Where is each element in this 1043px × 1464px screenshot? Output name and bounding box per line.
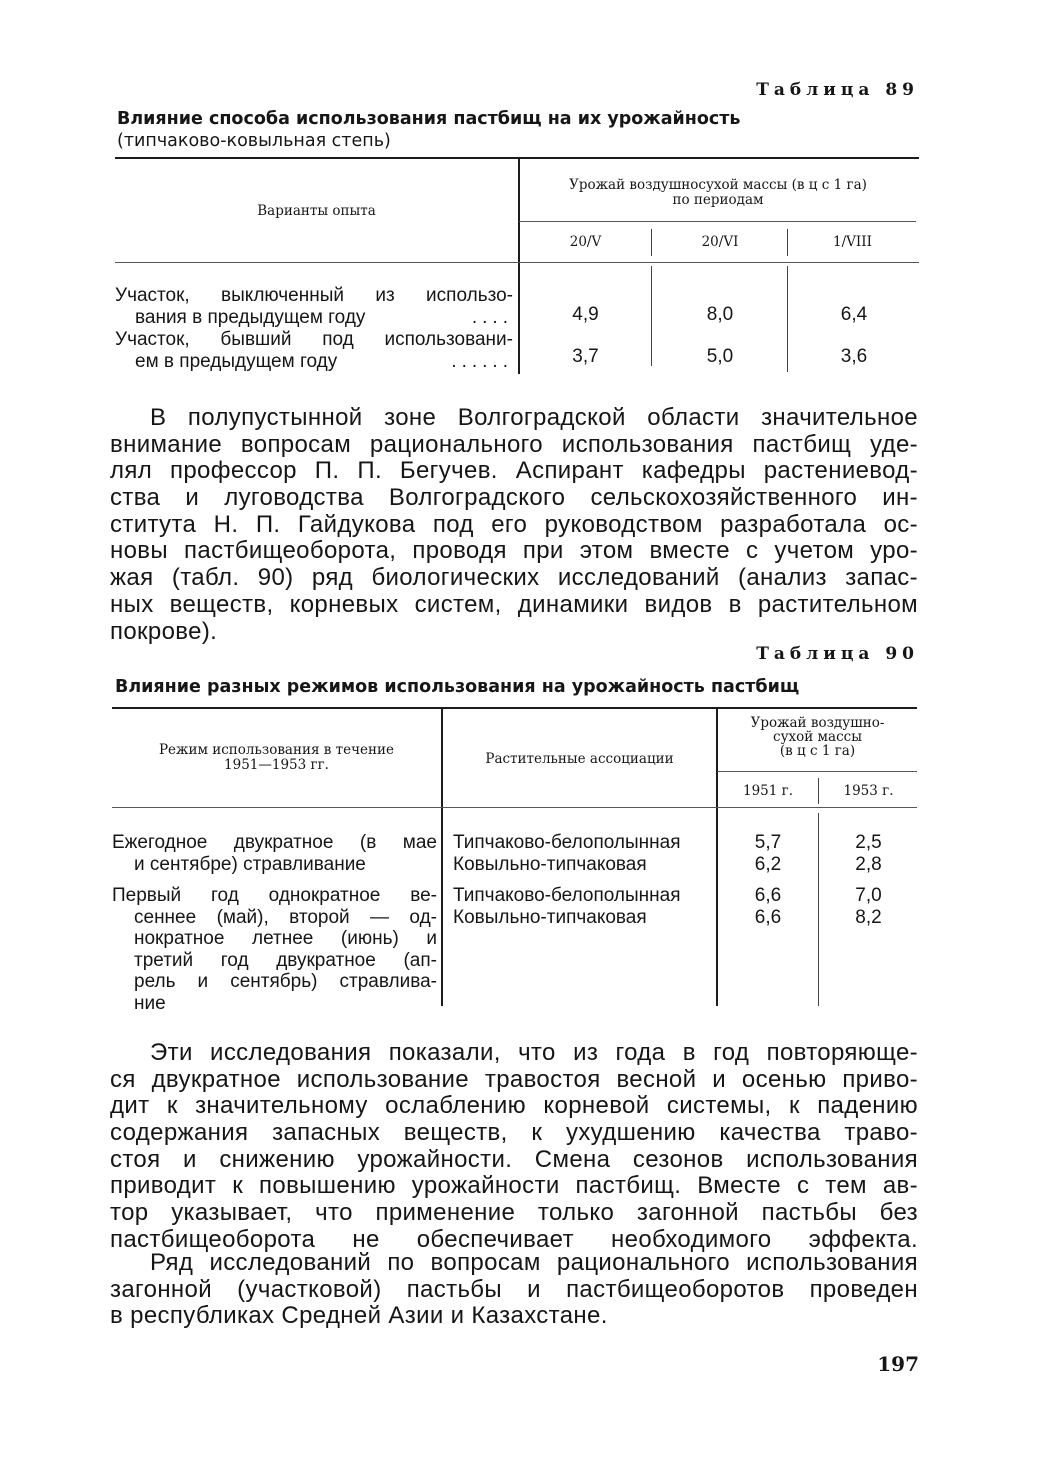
table-90-row-1-1953 — [820, 832, 917, 876]
paragraph-1-line: покрове). — [110, 617, 218, 645]
table-90-row-2-assoc — [453, 885, 715, 929]
paragraph-1-line: ства и луговодства Волгоградского сельскохозяйственного ин- — [110, 484, 918, 512]
table-90-top-rule — [112, 707, 917, 709]
table-90-row-2-1953-value: 7,0 — [855, 885, 882, 906]
paragraph-2-line: приводит к повышению урожайности пастбищ. Вместе с тем ав- — [110, 1172, 918, 1200]
paragraph-1-line: жая (табл. 90) ряд биологических исследований (анализ запас- — [110, 564, 918, 592]
paragraph-3 — [110, 1250, 918, 1330]
table-89-row-1-v3: 6,4 — [840, 304, 868, 325]
table-90-row-1-assoc-line: Ковыльно-типчаковая — [453, 854, 647, 875]
table-89-yield-header — [520, 178, 916, 208]
paragraph-3-line: в республиках Средней Азии и Казахстане. — [110, 1302, 608, 1330]
paragraph-2-line: Эти исследования показали, что из года в год повторяюще- — [150, 1039, 918, 1066]
table-90-row-1-1951-value: 5,7 — [754, 832, 782, 853]
table-89-row-1-leader: .... — [471, 307, 513, 328]
table-89-row-1-line2-text: вания в предыдущем году — [135, 307, 366, 328]
table-90-row-2-1953-value: 8,2 — [855, 907, 882, 928]
table-89-row-2-line2 — [115, 351, 513, 373]
table-90-row-2-1951 — [718, 885, 818, 929]
paragraph-1-line: В полупустынной зоне Волгоградской области значительное — [150, 404, 918, 431]
table-90-body-sep — [818, 813, 819, 1006]
table-90-row-2-mode-line: рель и сентябрь) стравлива- — [134, 971, 437, 992]
table-89-row-2-v3: 3,6 — [840, 346, 868, 367]
paragraph-1-line: ных веществ, корневых систем, динамики видов в растительном — [110, 590, 918, 618]
table-90-year-1951: 1951 г. — [742, 783, 793, 799]
paragraph-3-line: загонной (участковой) пастьбы и пастбищеоборотов проведен — [110, 1275, 918, 1303]
table-90-row-2-mode-line: третий год двукратное (ап- — [134, 949, 437, 971]
table-90-yield-header-line3: (в ц с 1 га) — [779, 743, 856, 759]
table-89-row-2-leader: ...... — [451, 351, 513, 372]
table-89-row-1-line2 — [115, 307, 513, 329]
table-90-header-rule — [112, 807, 917, 808]
table-89-row-1-label — [115, 285, 513, 329]
table-90-row-1-1951-value: 6,2 — [754, 854, 782, 875]
table-90-year-1953: 1953 г. — [843, 783, 894, 799]
table-90-yield-header-line2: сухой массы — [773, 729, 862, 745]
paragraph-2-line: дит к значительному ослаблению корневой системы, к падению — [110, 1092, 918, 1120]
table-89-hdr-sep-1 — [651, 229, 652, 256]
table-89-title: Влияние способа использования пастбищ на их урожайность — [117, 109, 741, 129]
table-90-title: Влияние разных режимов использования на урожайность пастбищ — [115, 677, 800, 697]
table-90-row-1-mode-line: и сентябре) стравливание — [134, 854, 366, 875]
table-90-row-1-mode-line: Ежегодное двукратное (в мае — [112, 832, 437, 853]
table-90-row-1-mode — [112, 832, 437, 876]
table-90-yield-header — [718, 716, 917, 758]
paragraph-2-line: пастбищеоборота не обеспечивает необходимого эффекта. — [110, 1225, 918, 1253]
table-89-header-rule — [115, 262, 919, 263]
table-89-top-rule — [115, 157, 919, 159]
paragraph-1-line: внимание вопросам рационального использования пастбищ уде- — [110, 430, 918, 458]
table-90-row-1-1951 — [718, 832, 818, 876]
table-90-row-1-assoc — [453, 832, 715, 876]
table-90-mode-header-line2: 1951—1953 гг. — [224, 757, 329, 773]
paragraph-1-line: лял профессор П. П. Бегучев. Аспирант кафедры растениевод- — [110, 457, 918, 485]
table-90-row-2-mode-line: Первый год однократное ве- — [112, 885, 437, 906]
table-89-body-sep-2 — [787, 266, 788, 372]
paragraph-3-line: Ряд исследований по вопросам рационального использования — [150, 1249, 918, 1276]
table-89-subtitle: (типчаково-ковыльная степь) — [117, 131, 391, 151]
table-89-period-2: 20/VI — [701, 234, 739, 250]
table-89-body-sep-1 — [651, 266, 652, 366]
table-90-hdr-sep — [818, 778, 819, 804]
table-89-hdr-sep-2 — [787, 229, 788, 256]
paragraph-1-line: ститута Н. П. Гайдукова под его руководством разработала ос- — [110, 510, 918, 538]
table-89-row-1-v2: 8,0 — [706, 304, 734, 325]
table-89-row-1-line1: Участок, выключенный из использо- — [115, 285, 513, 306]
paragraph-2-line: ся двукратное использование травостоя весной и осенью приво- — [110, 1065, 918, 1093]
table-90-assoc-header: Растительные ассоциации — [485, 751, 674, 767]
paragraph-1 — [110, 405, 918, 645]
table-90-mode-header — [112, 743, 441, 773]
table-90-row-1-1953-value: 2,8 — [855, 854, 882, 875]
table-90-row-2-assoc-line: Типчаково-белополынная — [453, 885, 681, 906]
table-89-label: Таблица 89 — [756, 80, 919, 100]
paragraph-2-line: содержания запасных веществ, к ухудшению качества траво- — [110, 1119, 918, 1147]
table-90-row-2-1951-value: 6,6 — [754, 885, 782, 906]
paragraph-2 — [110, 1040, 918, 1254]
table-89-row-2-line2-text: ем в предыдущем году — [135, 351, 338, 372]
table-89-row-2-line1: Участок, бывший под использовани- — [115, 329, 513, 350]
table-90-row-2-assoc-line: Ковыльно-типчаковая — [453, 907, 647, 928]
table-90-label: Таблица 90 — [756, 644, 919, 664]
table-89-caption — [117, 108, 740, 152]
table-90-year-rule — [717, 771, 917, 772]
table-89-period-1: 20/V — [569, 234, 602, 250]
table-89-row-2-v1: 3,7 — [572, 346, 599, 367]
table-90-mode-header-line1: Режим использования в течение — [158, 742, 395, 758]
table-89-period-3: 1/VIII — [833, 234, 872, 250]
table-89-yield-header-line1: Урожай воздушносухой массы (в ц с 1 га) — [569, 177, 867, 193]
page-number: 197 — [877, 1352, 919, 1376]
paragraph-1-line: новы пастбищеоборота, проводя при этом вместе с учетом уро- — [110, 537, 918, 565]
table-89-row-1-v1: 4,9 — [572, 304, 599, 325]
table-90-caption — [115, 676, 799, 698]
table-89-row-2-v2: 5,0 — [706, 346, 734, 367]
table-90-row-2-mode-line: нократное летнее (июнь) и — [134, 928, 437, 949]
table-90-yield-header-line1: Урожай воздушно- — [750, 715, 885, 731]
table-89-yield-header-line2: по периодам — [672, 192, 764, 208]
table-90-row-1-assoc-line: Типчаково-белополынная — [453, 832, 681, 853]
paragraph-2-line: тор указывает, что применение только загонной пастьбы без — [110, 1199, 918, 1227]
table-90-row-2-mode-line: ние — [134, 992, 166, 1014]
table-89-period-rule — [519, 221, 916, 222]
table-90-row-2-mode-line: сеннее (май), второй — од- — [134, 906, 437, 928]
table-90-row-2-1953 — [820, 885, 917, 929]
table-90-row-1-1953-value: 2,5 — [855, 832, 882, 853]
table-90-row-2-1951-value: 6,6 — [754, 907, 782, 928]
table-89-variants-header: Варианты опыта — [257, 203, 376, 219]
paragraph-2-line: стоя и снижению урожайности. Смена сезонов использования — [110, 1145, 918, 1173]
table-90-row-2-mode — [112, 885, 437, 1014]
table-89-row-2-label — [115, 329, 513, 373]
